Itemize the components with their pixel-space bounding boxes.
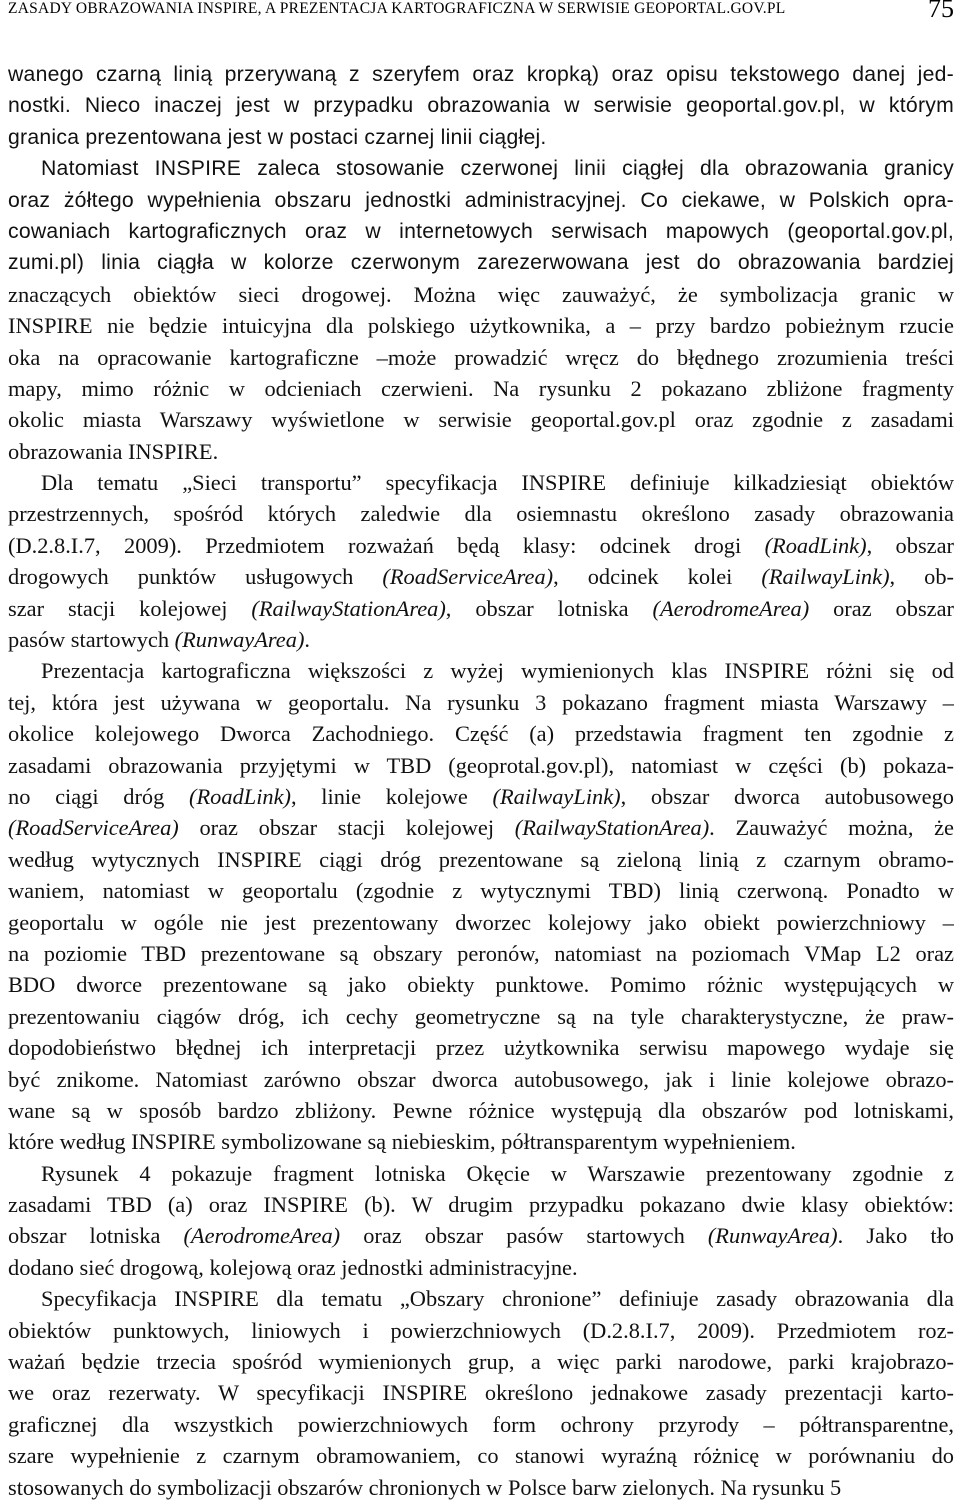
italic-term: (RunwayArea) [707, 1223, 838, 1249]
italic-term: (RailwayLink) [761, 564, 890, 590]
text-line: mapy, mimo różnic w odcieniach czerwieni. Na rysunku 2 pokazano zbliżone fragmenty [8, 375, 954, 401]
text-line: drogowych punktów usługowych (RoadServiceArea), odcinek kolei (RailwayLink), ob- [8, 564, 954, 590]
italic-term: (RoadLink) [764, 532, 867, 558]
page-header [8, 0, 954, 22]
text-line: wanego czarną linią przerywaną z szeryfem oraz kropką) oraz opisu tekstowego danej jed- [8, 63, 954, 86]
text-line: stosowanych do symbolizacji obszarów chronionych w Polsce barw zielonych. Na rysunku 5 [8, 1474, 842, 1500]
text-line: (D.2.8.I.7, 2009). Przedmiotem rozważań będą klasy: odcinek drogi (RoadLink), obszar [8, 532, 954, 558]
italic-term: (RailwayStationArea) [514, 815, 710, 841]
text-line: Specyfikacja INSPIRE dla tematu „Obszary chronione” definiuje zasady obrazowania dla [41, 1286, 954, 1312]
text-line: obrazowania INSPIRE. [8, 438, 219, 464]
text-line: BDO dworce prezentowane są jako obiekty punktowe. Pomimo różnic występujących w [8, 972, 954, 998]
text-line: waniem, natomiast w geoportalu (zgodnie z wytycznymi TBD) linią czerwoną. Ponadto w [8, 878, 954, 904]
text-line: przestrzennych, spośród których zaledwie dla osiemnastu określono zasady obrazowania [8, 501, 954, 527]
page-number: 75 [928, 0, 954, 23]
text-line: szare wypełnienie z czarnym obramowaniem, co stanowi wyraźną różnicę w porównaniu do [8, 1443, 954, 1469]
text-line: oraz żółtego wypełnienia obszaru jednostki administracyjnej. Co ciekawe, w Polskich opra- [8, 188, 954, 212]
italic-term: (RoadServiceArea) [382, 564, 554, 590]
text-line: geoportalu w ogóle nie jest prezentowany dworzec kolejowy jako obiekt powierzchniowy – [8, 909, 954, 935]
text-line: być znikome. Natomiast zarówno obszar dworca autobusowego, jak i linie kolejowe obrazo- [8, 1066, 954, 1092]
text-line: tej, która jest używana w geoportalu. Na rysunku 3 pokazano fragment miasta Warszawy – [8, 689, 954, 715]
text-line: okolice kolejowego Dworca Zachodniego. Część (a) przedstawia fragment ten zgodnie z [8, 721, 954, 747]
text-line: granica prezentowana jest w postaci czarnej linii ciągłej. [8, 125, 547, 149]
text-line: Dla tematu „Sieci transportu” specyfikacja INSPIRE definiuje kilkadziesiąt obiektów [41, 470, 954, 496]
text-line: cowaniach kartograficznych oraz w internetowych serwisach mapowych (geoportal.gov.pl, [8, 219, 954, 243]
text-line: zasadami TBD (a) oraz INSPIRE (b). W drugim przypadku pokazano dwie klasy obiektów: [8, 1192, 954, 1218]
text-line: prezentowaniu ciągów dróg, ich cechy geometryczne są na tyle charakterystyczne, że praw- [8, 1003, 954, 1029]
text-line: obszar lotniska (AerodromeArea) oraz obszar pasów startowych (RunwayArea). Jako tło [8, 1223, 954, 1249]
text-line: według wytycznych INSPIRE ciągi dróg prezentowane są zieloną linią z czarnym obramo- [8, 846, 954, 872]
italic-term: (RoadServiceArea) [8, 815, 179, 841]
text-line: Rysunek 4 pokazuje fragment lotniska Okęcie w Warszawie prezentowany zgodnie z [41, 1160, 954, 1186]
text-line: na poziomie TBD prezentowane są obszary peronów, natomiast na poziomach VMap L2 oraz [8, 940, 954, 966]
text-line: Natomiast INSPIRE zaleca stosowanie czerwonej linii ciągłej dla obrazowania granicy [41, 157, 954, 181]
running-head: ZASADY OBRAZOWANIA INSPIRE, A PREZENTACJA KARTOGRAFICZNA W SERWISIE GEOPORTAL.GOV.PL [8, 0, 786, 17]
text-line: (RoadServiceArea) oraz obszar stacji kolejowej (RailwayStationArea). Zauważyć można, że [8, 815, 954, 841]
text-line: nostki. Nieco inaczej jest w przypadku obrazowania w serwisie geoportal.gov.pl, w którym [8, 94, 954, 118]
italic-term: (AerodromeArea) [652, 595, 810, 621]
text-line: no ciągi dróg (RoadLink), linie kolejowe (RailwayLink), obszar dworca autobusowego [8, 783, 954, 809]
text-line: dopodobieństwo błędnej ich interpretacji przez użytkownika serwisu mapowego wydaje się [8, 1035, 954, 1061]
text-line: obiektów punktowych, liniowych i powierzchniowych (D.2.8.I.7, 2009). Przedmiotem roz- [8, 1317, 954, 1343]
text-line: INSPIRE nie będzie intuicyjna dla polskiego użytkownika, a – przy bardzo pobieżnym rzucie [8, 313, 954, 339]
text-line: pasów startowych (RunwayArea). [8, 627, 311, 653]
text-line: oka na opracowanie kartograficzne –może prowadzić wręcz do błędnego zrozumienia treści [8, 344, 954, 370]
text-line: wane są w sposób bardzo zbliżony. Pewne różnice występują dla obszarów pod lotniskami, [8, 1097, 954, 1123]
text-line: które według INSPIRE symbolizowane są niebieskim, półtransparentym wypełnieniem. [8, 1129, 796, 1155]
italic-term: (RoadLink) [189, 783, 291, 809]
text-line: zumi.pl) linia ciągła w kolorze czerwonym zarezerwowana jest do obrazowania bardziej [8, 251, 954, 275]
text-line: graficznej dla wszystkich powierzchniowych form ochrony przyrody – półtransparentne, [8, 1411, 954, 1437]
body-text [8, 59, 954, 1503]
text-line: ważań będzie trzecia spośród wymienionych grup, a więc parki narodowe, parki krajobrazo- [8, 1349, 954, 1375]
text-line: szar stacji kolejowej (RailwayStationArea), obszar lotniska (AerodromeArea) oraz obszar [8, 595, 954, 621]
italic-term: (RunwayArea) [174, 627, 305, 653]
italic-term: (AerodromeArea) [183, 1223, 341, 1249]
text-line: okolic miasta Warszawy wyświetlone w serwisie geoportal.gov.pl oraz zgodnie z zasadami [8, 407, 954, 433]
text-line: zasadami obrazowania przyjętymi w TBD (geoprotal.gov.pl), natomiast w części (b) pokaza- [8, 752, 954, 778]
text-line: Prezentacja kartograficzna większości z wyżej wymienionych klas INSPIRE różni się od [41, 658, 954, 684]
text-line: znaczących obiektów sieci drogowej. Można więc zauważyć, że symbolizacja granic w [8, 281, 954, 307]
text-line: we oraz rezerwaty. W specyfikacji INSPIRE określono jednakowe zasady prezentacji karto- [8, 1380, 954, 1406]
text-line: dodano sieć drogową, kolejową oraz jednostki administracyjne. [8, 1254, 578, 1280]
italic-term: (RailwayLink) [492, 783, 621, 809]
italic-term: (RailwayStationArea) [251, 595, 446, 621]
